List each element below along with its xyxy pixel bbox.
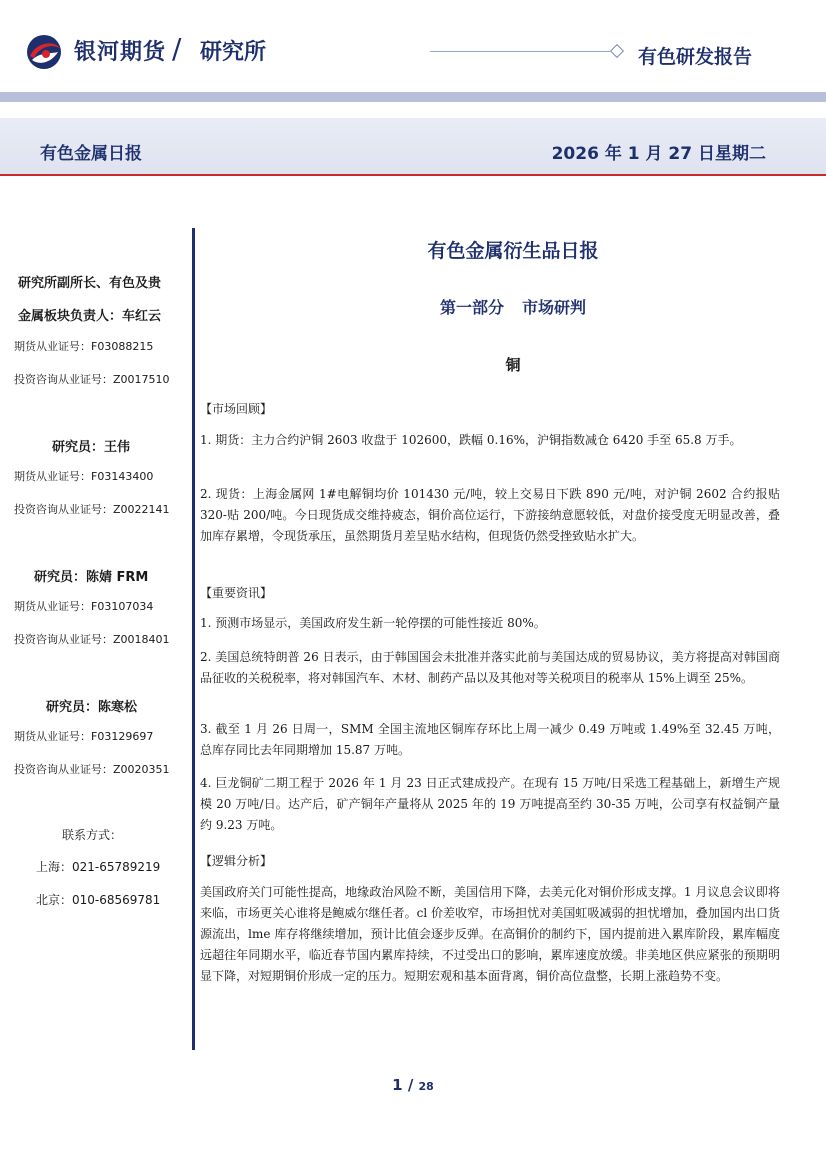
report-title-bar-label: 有色金属日报: [40, 144, 142, 164]
analyst-3-advisory-license: 投资咨询从业证号：Z0018401: [14, 633, 170, 646]
news-item-2: 2. 美国总统特朗普 26 日表示，由于韩国国会未批准并落实此前与美国达成的贸易协议，美方将提高对韩国商品征收的关税税率，将对韩国汽车、木材、制药产品以及其他对等关税项目的税率从 15%上调至 25%。: [200, 650, 780, 685]
analyst-4-advisory-license: 投资咨询从业证号：Z0020351: [14, 763, 170, 776]
analyst-2-advisory-license: 投资咨询从业证号：Z0022141: [14, 503, 170, 516]
review-futures-paragraph: 1. 期货：主力合约沪铜 2603 收盘于 102600，跌幅 0.16%，沪铜指数减仓 6420 手至 65.8 万手。: [200, 433, 742, 447]
diamond-icon: [610, 44, 624, 58]
analyst-2-futures-license: 期货从业证号：F03143400: [14, 470, 154, 483]
analyst-4-futures-license: 期货从业证号：F03129697: [14, 730, 154, 743]
sidebar-divider: [192, 228, 195, 1050]
page-number: [0, 1076, 826, 1094]
section-market-review: 【市场回顾】: [200, 402, 273, 416]
contact-label: 联系方式：: [62, 828, 123, 842]
analyst-4-title: 研究员：陈寒松: [46, 700, 138, 715]
news-item-3: 3. 截至 1 月 26 日周一，SMM 全国主流地区铜库存环比上周一减少 0.49 万吨或 1.49%至 32.45 万吨，总库存同比去年同期增加 15.87 万吨。: [200, 722, 780, 757]
header-band: [0, 92, 826, 102]
analyst-3-title: 研究员：陈婧 FRM: [34, 570, 149, 585]
part-name: 市场研判: [522, 298, 587, 317]
report-type-tag: 有色研发报告: [637, 46, 752, 68]
section-key-news: 【重要资讯】: [200, 586, 273, 600]
contact-beijing: 北京：010-68569781: [36, 893, 161, 907]
page-total: 28: [418, 1080, 434, 1093]
news-item-4: 4. 巨龙铜矿二期工程于 2026 年 1 月 23 日正式建成投产。在现有 15 万吨/日采选工程基础上，新增生产规模 20 万吨/日。达产后，矿产铜年产量将从 2025 年的 19 万吨提高至约 30-35 万吨，公司享有权益铜产量约 9.23 万吨。: [200, 776, 780, 832]
brand-name: 银河期货: [74, 40, 167, 65]
section-logic-analysis: 【逻辑分析】: [200, 854, 273, 868]
logic-analysis-paragraph: 美国政府关门可能性提高，地缘政治风险不断，美国信用下降，去美元化对铜价形成支撑。1 月议息会议即将来临，市场更关心谁将是鲍威尔继任者。cl 价差收窄，市场担忧对美国虹吸减弱的担忧增加，叠加国内出口货源流出，lme 库存将继续增加，预计比值会逐步反弹。在高铜价的制约下，国内提前进入累库阶段，累库幅度远超往年同期水平，临近春节国内累库持续，不过受出口的影响，累库速度放缓。非美地区供应紧张的预期明显下降，对短期铜价形成一定的压力。短期宏观和基本面背离，铜价高位盘整，长期上涨趋势不变。: [200, 885, 780, 983]
header-divider-line: [430, 51, 610, 52]
part-title: [200, 295, 826, 318]
galaxy-logo-icon: [24, 32, 64, 72]
contact-shanghai: 上海：021-65789219: [36, 860, 161, 874]
news-item-1: 1. 预测市场显示，美国政府发生新一轮停摆的可能性接近 80%。: [200, 616, 546, 630]
header-band-gap: [0, 102, 826, 118]
metal-heading: 铜: [505, 356, 521, 374]
top-header: [0, 0, 826, 92]
institute-name: 研究所: [200, 40, 267, 65]
analyst-2-title: 研究员：王伟: [52, 440, 131, 455]
red-divider: [0, 174, 826, 176]
page-separator: /: [402, 1076, 419, 1094]
analyst-1-advisory-license: 投资咨询从业证号：Z0017510: [14, 373, 170, 386]
main-title: 有色金属衍生品日报: [427, 240, 599, 262]
review-spot-paragraph: 2. 现货：上海金属网 1#电解铜均价 101430 元/吨，较上交易日下跌 890 元/吨，对沪铜 2602 合约报贴 320-贴 200/吨。今日现货成交维持疲态，铜价高位运行，下游接纳意愿较低，对盘价接受度无明显改善，叠加库存累增，令现货承压，虽然期货月差呈贴水结构，但现货仍然受挫致贴水扩大。: [200, 487, 780, 543]
analyst-1-title-line1: 研究所副所长、有色及贵: [18, 276, 162, 291]
analyst-1-futures-license: 期货从业证号：F03088215: [14, 340, 154, 353]
part-label: 第一部分: [439, 298, 504, 317]
report-date: 2026 年 1 月 27 日星期二: [551, 144, 766, 164]
analyst-1-title-line2: 金属板块负责人：车红云: [18, 309, 162, 324]
page-current: 1: [392, 1076, 403, 1094]
analyst-3-futures-license: 期货从业证号：F03107034: [14, 600, 154, 613]
brand-slash: /: [172, 32, 182, 65]
